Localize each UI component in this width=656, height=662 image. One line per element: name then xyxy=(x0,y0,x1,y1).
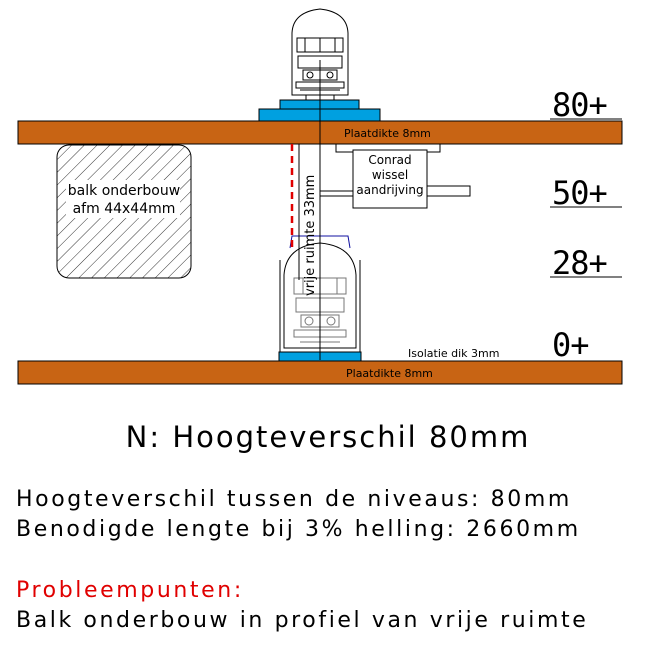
point-motor-label-1: Conrad xyxy=(368,153,412,167)
drawing-title: N: Hoogteverschil 80mm xyxy=(125,420,531,454)
required-length-text: Benodigde lengte bij 3% helling: 2660mm xyxy=(16,517,581,542)
point-motor-label-2: wissel xyxy=(371,168,409,182)
upper-plate-thickness-label: Plaatdikte 8mm xyxy=(344,127,431,140)
height-difference-text: Hoogteverschil tussen de niveaus: 80mm xyxy=(16,487,572,512)
beam-label-line2: afm 44x44mm xyxy=(72,201,176,217)
problem-item: Balk onderbouw in profiel van vrije ruimte xyxy=(16,608,589,633)
clearance-label: vrije ruimte 33mm xyxy=(303,174,318,296)
point-motor-label-3: aandrijving xyxy=(356,183,424,197)
level-28-label: 28+ xyxy=(552,244,607,282)
lower-baseboard xyxy=(18,361,622,384)
level-80-label: 80+ xyxy=(552,86,607,124)
problems-heading: Probleempunten: xyxy=(16,578,244,603)
level-0-label: 0+ xyxy=(552,326,589,364)
beam-label-line1: balk onderbouw xyxy=(67,183,181,199)
level-50-label: 50+ xyxy=(552,174,607,212)
insulation-label: Isolatie dik 3mm xyxy=(408,347,500,360)
lower-plate-thickness-label: Plaatdikte 8mm xyxy=(346,367,433,380)
